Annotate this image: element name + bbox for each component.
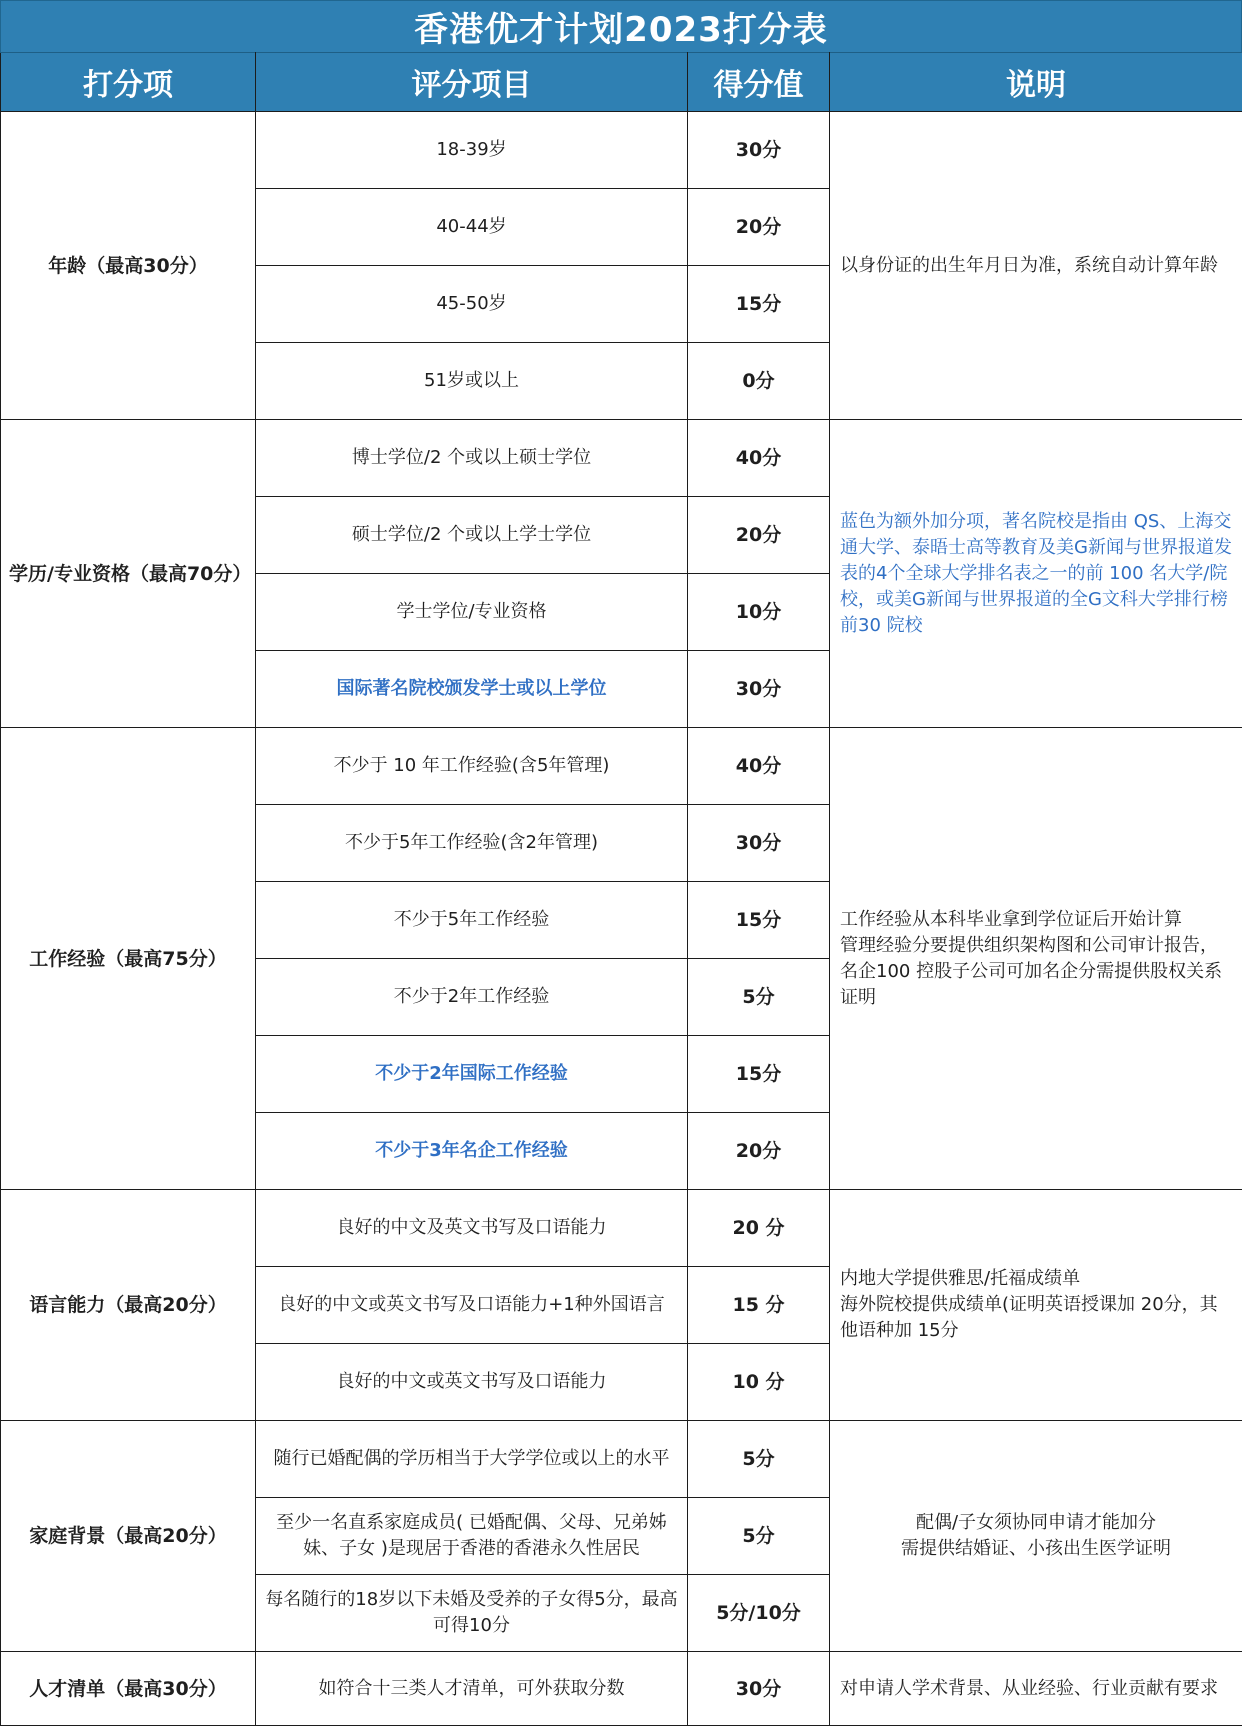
score-cell: 5分 bbox=[688, 959, 830, 1036]
category-language: 语言能力（最高20分） bbox=[1, 1190, 256, 1421]
category-family: 家庭背景（最高20分） bbox=[1, 1421, 256, 1652]
item-cell: 如符合十三类人才清单，可外获取分数 bbox=[256, 1652, 688, 1726]
score-cell: 0分 bbox=[688, 343, 830, 420]
category-education: 学历/专业资格（最高70分） bbox=[1, 420, 256, 728]
score-cell: 30分 bbox=[688, 1652, 830, 1726]
header-row bbox=[1, 53, 1242, 112]
note-education: 蓝色为额外加分项，著名院校是指由 QS、上海交通大学、泰晤士高等教育及美G新闻与世界报道发表的4个全球大学排名表之一的前 100 名大学/院校，或美G新闻与世界报道的全G文科大学排行榜前30 院校 bbox=[830, 420, 1242, 728]
note-line: 内地大学提供雅思/托福成绩单 bbox=[840, 1268, 1081, 1289]
item-cell: 良好的中文或英文书写及口语能力 bbox=[256, 1344, 688, 1421]
page-title: 香港优才计划2023打分表 bbox=[0, 0, 1242, 53]
score-cell: 15 分 bbox=[688, 1267, 830, 1344]
item-cell: 不少于5年工作经验(含2年管理) bbox=[256, 805, 688, 882]
table-row bbox=[1, 112, 1242, 189]
item-cell: 随行已婚配偶的学历相当于大学学位或以上的水平 bbox=[256, 1421, 688, 1498]
score-cell: 30分 bbox=[688, 651, 830, 728]
score-cell: 30分 bbox=[688, 805, 830, 882]
score-cell: 20分 bbox=[688, 1113, 830, 1190]
bonus-item-cell: 国际著名院校颁发学士或以上学位 bbox=[256, 651, 688, 728]
category-work: 工作经验（最高75分） bbox=[1, 728, 256, 1190]
item-cell: 良好的中文及英文书写及口语能力 bbox=[256, 1190, 688, 1267]
score-cell: 15分 bbox=[688, 1036, 830, 1113]
score-cell: 20分 bbox=[688, 497, 830, 574]
item-cell: 硕士学位/2 个或以上学士学位 bbox=[256, 497, 688, 574]
table-row bbox=[1, 728, 1242, 805]
note-line: 管理经验分要提供组织架构图和公司审计报告，名企100 控股子公司可加名企分需提供股权关系证明 bbox=[840, 934, 1223, 1008]
item-cell: 至少一名直系家庭成员( 已婚配偶、父母、兄弟姊妹、子女 )是现居于香港的香港永久性居民 bbox=[256, 1498, 688, 1575]
score-cell: 5分 bbox=[688, 1421, 830, 1498]
category-talent: 人才清单（最高30分） bbox=[1, 1652, 256, 1726]
bonus-item-cell: 不少于2年国际工作经验 bbox=[256, 1036, 688, 1113]
category-age: 年龄（最高30分） bbox=[1, 112, 256, 420]
item-cell: 每名随行的18岁以下未婚及受养的子女得5分，最高可得10分 bbox=[256, 1575, 688, 1652]
note-work bbox=[830, 728, 1242, 1190]
note-talent: 对申请人学术背景、从业经验、行业贡献有要求 bbox=[830, 1652, 1242, 1726]
score-table bbox=[0, 52, 1242, 1726]
score-cell: 20 分 bbox=[688, 1190, 830, 1267]
note-language bbox=[830, 1190, 1242, 1421]
item-cell: 40-44岁 bbox=[256, 189, 688, 266]
score-cell: 10 分 bbox=[688, 1344, 830, 1421]
item-cell: 不少于2年工作经验 bbox=[256, 959, 688, 1036]
header-category: 打分项 bbox=[1, 53, 256, 112]
item-cell: 良好的中文或英文书写及口语能力+1种外国语言 bbox=[256, 1267, 688, 1344]
item-cell: 不少于 10 年工作经验(含5年管理) bbox=[256, 728, 688, 805]
score-cell: 20分 bbox=[688, 189, 830, 266]
score-cell: 40分 bbox=[688, 420, 830, 497]
score-cell: 15分 bbox=[688, 882, 830, 959]
table-row bbox=[1, 1190, 1242, 1267]
item-cell: 博士学位/2 个或以上硕士学位 bbox=[256, 420, 688, 497]
bonus-item-cell: 不少于3年名企工作经验 bbox=[256, 1113, 688, 1190]
note-age: 以身份证的出生年月日为准，系统自动计算年龄 bbox=[830, 112, 1242, 420]
table-row bbox=[1, 1652, 1242, 1726]
item-cell: 学士学位/专业资格 bbox=[256, 574, 688, 651]
note-line: 需提供结婚证、小孩出生医学证明 bbox=[901, 1538, 1171, 1559]
table-row bbox=[1, 420, 1242, 497]
note-line: 工作经验从本科毕业拿到学位证后开始计算 bbox=[840, 908, 1182, 930]
score-cell: 10分 bbox=[688, 574, 830, 651]
header-item: 评分项目 bbox=[256, 53, 688, 112]
header-note: 说明 bbox=[830, 53, 1242, 112]
note-line: 海外院校提供成绩单(证明英语授课加 20分，其他语种加 15分 bbox=[840, 1294, 1218, 1341]
item-cell: 不少于5年工作经验 bbox=[256, 882, 688, 959]
item-cell: 51岁或以上 bbox=[256, 343, 688, 420]
score-cell: 30分 bbox=[688, 112, 830, 189]
score-cell: 15分 bbox=[688, 266, 830, 343]
note-line: 配偶/子女须协同申请才能加分 bbox=[915, 1512, 1157, 1533]
item-cell: 45-50岁 bbox=[256, 266, 688, 343]
note-family bbox=[830, 1421, 1242, 1652]
score-cell: 5分/10分 bbox=[688, 1575, 830, 1652]
score-cell: 5分 bbox=[688, 1498, 830, 1575]
score-cell: 40分 bbox=[688, 728, 830, 805]
item-cell: 18-39岁 bbox=[256, 112, 688, 189]
table-row bbox=[1, 1421, 1242, 1498]
header-score: 得分值 bbox=[688, 53, 830, 112]
